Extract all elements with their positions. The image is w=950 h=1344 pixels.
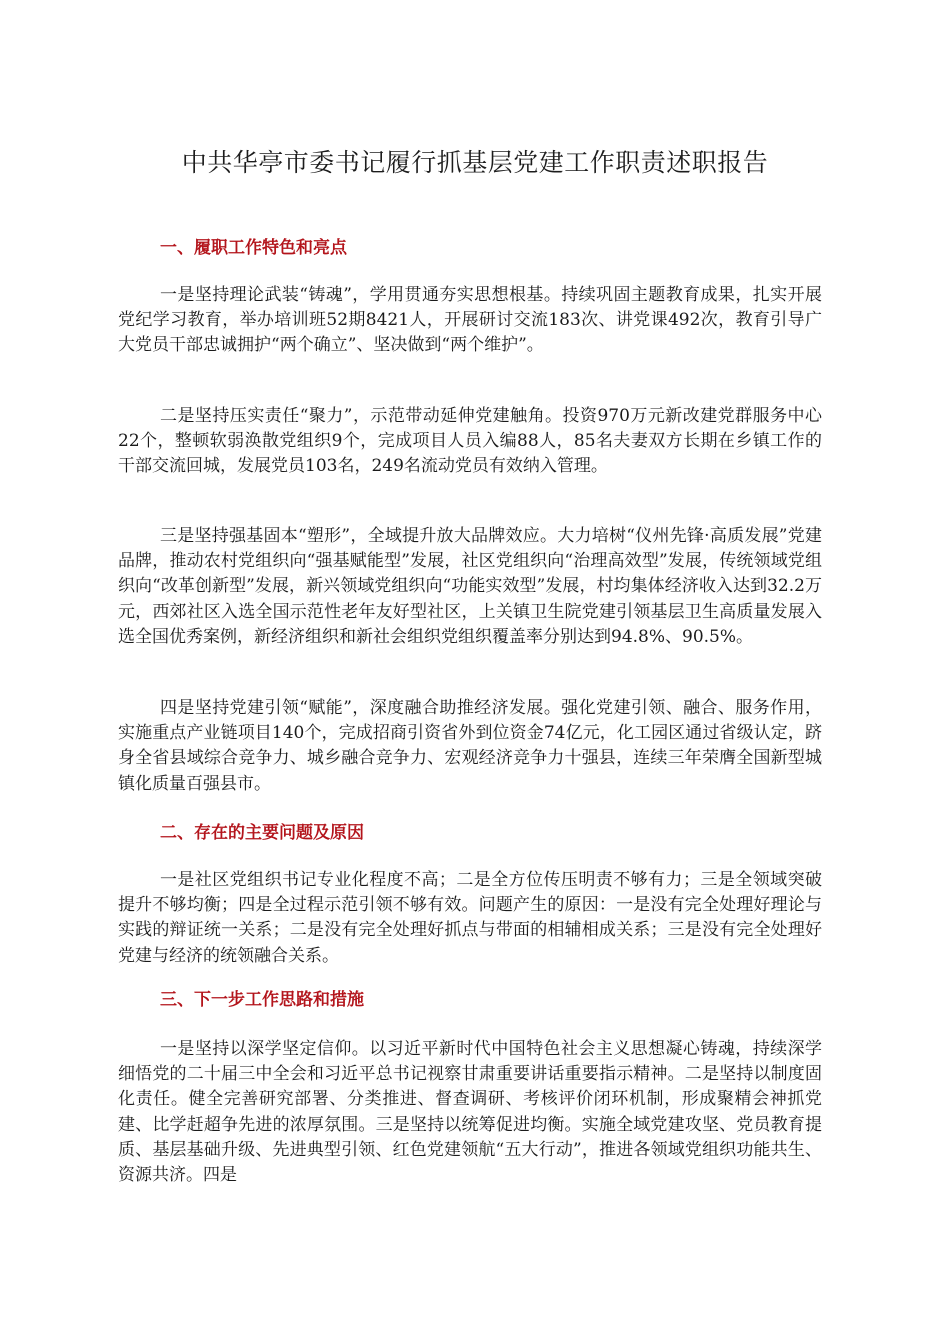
section-heading-1: 一、履职工作特色和亮点 <box>160 238 347 258</box>
section-1-paragraph-4: 四是坚持党建引领“赋能”，深度融合助推经济发展。强化党建引领、融合、服务作用，实施重点产业链项目140个，完成招商引资省外到位资金74亿元，化工园区通过省级认定，跻身全省县域综合竞争力、城乡融合竞争力、宏观经济竞争力十强县，连续三年荣膺全国新型城镇化质量百强县市。 <box>118 698 822 794</box>
section-1-paragraph-3: 三是坚持强基固本“塑形”，全域提升放大品牌效应。大力培树“仪州先锋·高质发展”党建品牌，推动农村党组织向“强基赋能型”发展，社区党组织向“治理高效型”发展，传统领域党组织向“改革创新型”发展，新兴领域党组织向“功能实效型”发展，村均集体经济收入达到32.2万元，西郊社区入选全国示范性老年友好型社区，上关镇卫生院党建引领基层卫生高质量发展入选全国优秀案例，新经济组织和新社会组织党组织覆盖率分别达到94.8%、90.5%。 <box>118 526 822 647</box>
section-heading-3: 三、下一步工作思路和措施 <box>160 990 364 1010</box>
section-2-paragraph-1: 一是社区党组织书记专业化程度不高；二是全方位传压明责不够有力；三是全领域突破提升不够均衡；四是全过程示范引领不够有效。问题产生的原因：一是没有完全处理好理论与实践的辩证统一关系；二是没有完全处理好抓点与带面的相辅相成关系；三是没有完全处理好党建与经济的统领融合关系。 <box>118 870 822 966</box>
document-title: 中共华亭市委书记履行抓基层党建工作职责述职报告 <box>181 148 769 177</box>
section-1-paragraph-2: 二是坚持压实责任“聚力”，示范带动延伸党建触角。投资970万元新改建党群服务中心22个，整顿软弱涣散党组织9个，完成项目人员入编88人，85名夫妻双方长期在乡镇工作的干部交流回城，发展党员103名，249名流动党员有效纳入管理。 <box>118 406 822 477</box>
section-heading-2: 二、存在的主要问题及原因 <box>160 823 364 843</box>
section-1-paragraph-1: 一是坚持理论武装“铸魂”，学用贯通夯实思想根基。持续巩固主题教育成果，扎实开展党纪学习教育，举办培训班52期8421人，开展研讨交流183次、讲党课492次，教育引导广大党员干部忠诚拥护“两个确立”、坚决做到“两个维护”。 <box>118 285 822 356</box>
section-3-paragraph-1: 一是坚持以深学坚定信仰。以习近平新时代中国特色社会主义思想凝心铸魂，持续深学细悟党的二十届三中全会和习近平总书记视察甘肃重要讲话重要指示精神。二是坚持以制度固化责任。健全完善研究部署、分类推进、督查调研、考核评价闭环机制，形成聚精会神抓党建、比学赶超争先进的浓厚氛围。三是坚持以统筹促进均衡。实施全域党建攻坚、党员教育提质、基层基础升级、先进典型引领、红色党建领航“五大行动”，推进各领域党组织功能共生、资源共济。四是 <box>118 1039 822 1186</box>
